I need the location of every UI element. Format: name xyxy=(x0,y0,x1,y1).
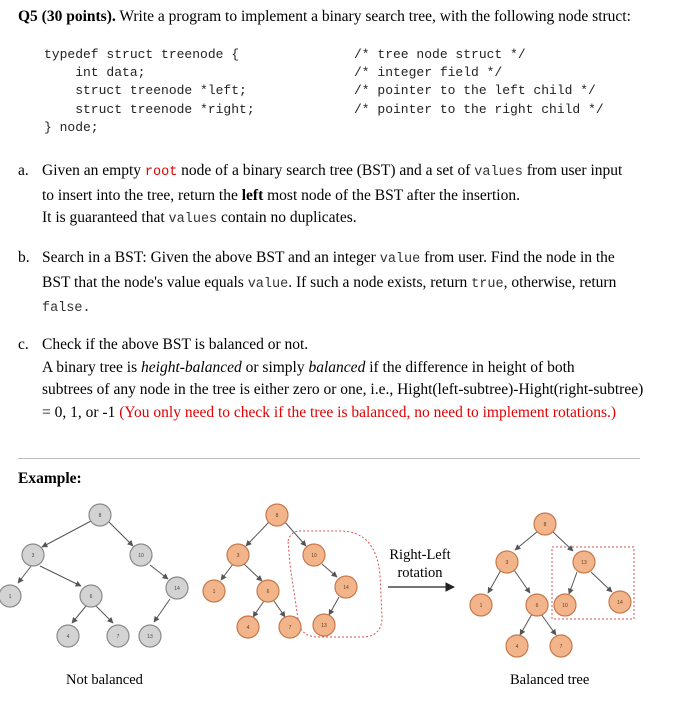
part-b-line xyxy=(42,272,616,297)
part-b-text xyxy=(42,247,616,321)
node-label: 6 xyxy=(89,594,93,600)
inline-code: true xyxy=(471,276,504,292)
text: contain no duplicates. xyxy=(217,209,357,226)
text: most node of the BST after the insertion. xyxy=(263,186,520,204)
node-label: 3 xyxy=(31,553,35,559)
text: It is guaranteed that xyxy=(42,209,169,226)
inline-code: value xyxy=(247,276,289,292)
part-a-line xyxy=(42,185,622,208)
code-comments xyxy=(354,46,604,119)
question-label: Q5 (30 points). xyxy=(18,8,116,25)
part-c-line: subtrees of any node in the tree is either zero or one, i.e., Hight(left-subtree)-Hight(right-subtree) xyxy=(42,381,644,398)
code-line: typedef struct treenode { xyxy=(44,47,240,62)
code-line: } node; xyxy=(44,119,99,135)
node-label: 6 xyxy=(266,589,270,595)
node-label: 8 xyxy=(543,522,547,528)
code-comment: /* integer field */ xyxy=(354,65,503,81)
node-label: 4 xyxy=(66,634,70,640)
question-title xyxy=(18,8,631,26)
text: if the difference in height of both xyxy=(365,358,575,376)
inline-code: false. xyxy=(42,301,91,316)
tree1-edges xyxy=(18,521,170,623)
part-b-line xyxy=(42,247,616,272)
node-label: 14 xyxy=(617,600,623,606)
part-c-letter: c. xyxy=(18,336,29,353)
text: Given an empty xyxy=(42,162,145,179)
node-label: 8 xyxy=(98,513,102,519)
inline-code: values xyxy=(168,212,218,227)
inline-code: values xyxy=(474,165,523,180)
part-c-line: Check if the above BST is balanced or not. xyxy=(42,336,309,353)
text: or simply xyxy=(241,358,309,376)
code-line: struct treenode *right; xyxy=(44,101,255,117)
node-label: 4 xyxy=(515,644,519,650)
bold-text: left xyxy=(241,186,264,204)
node-label: 1 xyxy=(8,594,12,600)
node-label: 7 xyxy=(116,634,120,640)
node-label: 7 xyxy=(288,625,292,631)
tree3-nodes xyxy=(470,513,631,657)
node-label: 14 xyxy=(174,586,180,592)
text: BST that the node's value equals xyxy=(42,273,248,291)
tree3-labels xyxy=(480,522,623,650)
code-line: struct treenode *left; xyxy=(44,83,247,99)
node-label: 3 xyxy=(236,553,240,559)
text: = 0, 1, or -1 xyxy=(42,403,120,421)
node-label: 13 xyxy=(147,634,153,640)
node-label: 13 xyxy=(581,560,587,566)
node-label: 10 xyxy=(311,553,317,559)
node-label: 4 xyxy=(246,625,250,631)
text: to insert into the tree, return the xyxy=(42,186,242,204)
inline-code: root xyxy=(144,165,178,180)
node-label: 6 xyxy=(535,603,539,609)
node-label: 7 xyxy=(559,644,563,650)
part-c-line xyxy=(42,402,643,425)
node-label: 13 xyxy=(321,623,327,629)
node-label: 10 xyxy=(138,553,144,559)
text: . If such a node exists, return xyxy=(288,273,472,291)
red-note: (You only need to check if the tree is balanced, no need to implement rotations.) xyxy=(119,403,617,421)
text: from user input xyxy=(522,162,623,179)
code-line: int data; xyxy=(44,65,146,81)
part-a-letter: a. xyxy=(18,162,29,179)
tree2-nodes xyxy=(203,504,357,638)
code-comment: /* pointer to the right child */ xyxy=(354,101,604,117)
caption-not-balanced: Not balanced xyxy=(66,672,143,688)
node-label: 1 xyxy=(479,603,483,609)
example-heading: Example: xyxy=(18,470,82,487)
caption-balanced: Balanced tree xyxy=(510,672,590,688)
text: from user. Find the node in the xyxy=(420,249,615,266)
tree-before-rotation xyxy=(203,504,382,638)
text: Search in a BST: Given the above BST and an integer xyxy=(42,249,380,266)
code-comment: /* pointer to the left child */ xyxy=(354,83,596,99)
divider xyxy=(18,458,640,459)
part-b-letter: b. xyxy=(18,249,30,266)
part-a-line xyxy=(42,207,622,232)
question-text: Write a program to implement a binary search tree, with the following node struct: xyxy=(115,8,631,25)
tree2-edges xyxy=(221,521,339,617)
tree-not-balanced xyxy=(0,504,188,647)
text: , otherwise, return xyxy=(503,273,617,291)
node-label: 1 xyxy=(212,589,216,595)
part-a-line xyxy=(42,160,622,185)
node-label: 3 xyxy=(505,560,509,566)
text: node of a binary search tree (BST) and a set of xyxy=(177,162,475,179)
text: A binary tree is xyxy=(42,358,142,376)
rotation-label-2: rotation xyxy=(397,565,443,581)
tree-balanced xyxy=(470,513,634,657)
tree1-nodes xyxy=(0,504,188,647)
part-a-text xyxy=(42,160,622,232)
part-c-line xyxy=(42,357,643,380)
node-label: 14 xyxy=(343,585,349,591)
code-comment: /* tree node struct */ xyxy=(354,47,526,62)
part-c-text xyxy=(42,334,643,424)
bst-diagram xyxy=(0,495,681,670)
italic-text: balanced xyxy=(308,358,366,376)
node-label: 8 xyxy=(275,513,279,519)
inline-code: value xyxy=(379,252,421,267)
part-b-line xyxy=(42,296,616,321)
italic-text: height-balanced xyxy=(141,358,242,376)
node-label: 10 xyxy=(562,603,568,609)
rotation-label-1: Right-Left xyxy=(389,547,451,563)
code-block xyxy=(44,46,255,137)
